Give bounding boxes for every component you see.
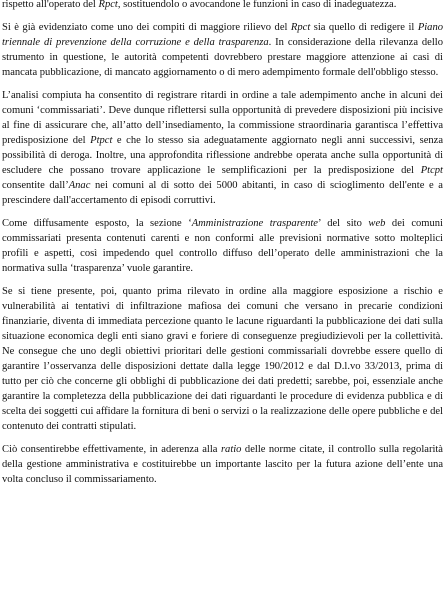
paragraph-2 xyxy=(2,20,443,80)
paragraph-6 xyxy=(2,442,443,487)
italic-text: Rpct xyxy=(98,0,118,10)
text-run: , sostituendolo o avocandone le funzioni in caso di inadeguatezza. xyxy=(117,0,397,10)
text-run: L’analisi compiuta ha consentito di registrare ritardi in ordine a tale adempimento anche in alcuni dei comuni ‘commissariati’. Deve dunque riflettersi sulla opportunità di prevedere disposizioni più incisive al fine di assicurare che, all’atto dell’insediamento, la commissione straordinaria garantisca l’effettiva predisposizione del xyxy=(2,90,443,146)
text-run: delle norme citate, il controllo sulla regolarità della gestione amministrativa e costituirebbe un importante lascito per la futura azione dell’ente una volta concluso il commissariamento. xyxy=(2,444,443,485)
paragraph-5 xyxy=(2,284,443,434)
italic-text: Ptcpt xyxy=(420,165,443,176)
text-run: Ciò consentirebbe effettivamente, in aderenza alla xyxy=(2,444,221,455)
text-run: Se si tiene presente, poi, quanto prima rilevato in ordine alla maggiore esposizione a rischio e vulnerabilità ai tentativi di infiltrazione mafiosa dei comuni che versano in precarie condizioni finanziarie, diventa di immediata percezione quanto le lacune riguardanti la pubblicazione dei dati sulla situazione economica degli enti siano gravi e foriere di conseguenze pregiudizievoli per la collettività. Ne consegue che uno degli obiettivi prioritari delle gestioni commissariali dovrebbe essere quello di garantire l’osservanza delle disposizioni dettate dalla legge 190/2012 e dal D.l.vo 33/2013, prima di tutto per ciò che concerne gli obblighi di pubblicazione dei dati predetti; sarebbe, poi, essenziale anche garantire la completezza della pubblicazione dei dati riguardanti le procedure di evidenza pubblica e di scelta dei soggetti cui affidare la fornitura di beni o servizi o la realizzazione delle opere pubbliche e del contenuto dei contratti stipulati. xyxy=(2,286,443,432)
text-run: consentite dall’ xyxy=(2,180,69,191)
italic-text: Anac xyxy=(68,180,91,191)
italic-text: ratio xyxy=(220,444,242,455)
text-run: ’ del sito xyxy=(317,218,369,229)
text-run: sia quello di redigere il xyxy=(310,22,418,33)
paragraph-1 xyxy=(2,0,443,12)
paragraph-4 xyxy=(2,216,443,276)
italic-text: Ptpct xyxy=(90,135,113,146)
text-run: nei comuni al di sotto dei 5000 abitanti, in caso di scioglimento dell'ente e a prescindere dall'accertamento di episodi corruttivi. xyxy=(2,180,443,206)
text-run: e che lo stesso sia adeguatamente aggiornato negli anni successivi, senza possibilità di deroga. Inoltre, una approfondita riflessione andrebbe operata anche sulla opportunità di escludere che possano trovare applicazione le semplificazioni per la predisposizione del xyxy=(2,135,444,176)
italic-text: Piano triennale di prevenzione della corruzione e della trasparenza xyxy=(2,22,444,48)
text-run: dei comuni commissariati presenta contenuti carenti e non conformi alle previsioni normative sotto molteplici profili e aspetti, così impedendo quel controllo diffuso dell’operato delle amministrazioni che la normativa sulla ‘trasparenza’ vuole garantire. xyxy=(2,218,443,274)
italic-text: web xyxy=(368,218,386,229)
text-run: rispetto all'operato del xyxy=(2,0,99,10)
paragraph-3 xyxy=(2,88,443,208)
italic-text: Amministrazione trasparente xyxy=(191,218,318,229)
italic-text: Rpct xyxy=(290,22,311,33)
text-run: . In considerazione della rilevanza dello strumento in questione, le autorità competenti dovrebbero prestare maggiore attenzione ai casi di mancata pubblicazione, di mancato aggiornamento o di mero adempimento formale dell'obbligo stesso. xyxy=(2,37,443,78)
text-run: Si è già evidenziato come uno dei compiti di maggiore rilievo del xyxy=(2,22,291,33)
text-run: Come diffusamente esposto, la sezione ‘ xyxy=(2,218,192,229)
